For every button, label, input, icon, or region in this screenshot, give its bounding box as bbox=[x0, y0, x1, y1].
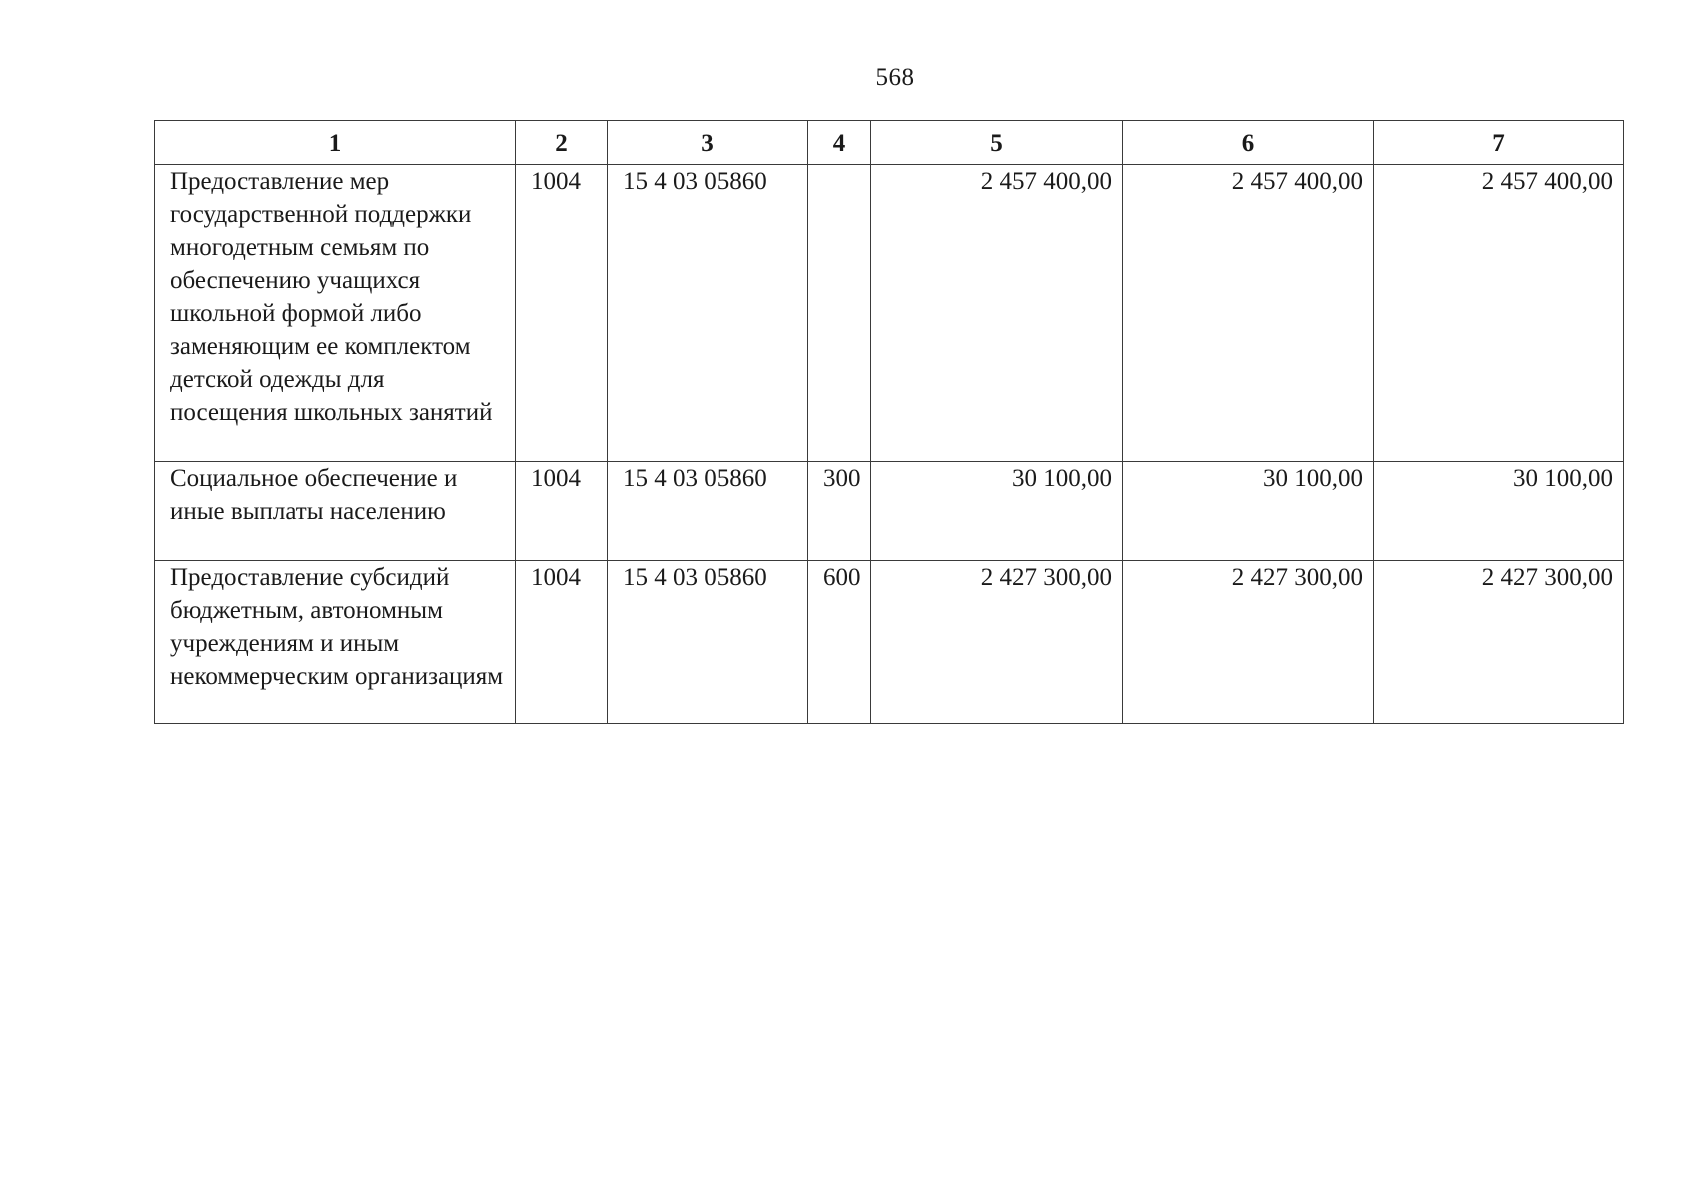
row-name: Предоставление мер государственной поддержки многодетным семьям по обеспечению учащихся школьной формой либо заменяющим ее комплектом детской одежды для посещения школьных занятий bbox=[155, 165, 516, 462]
header-col-3: 3 bbox=[608, 121, 808, 165]
row-section-code: 1004 bbox=[516, 165, 608, 462]
header-col-5: 5 bbox=[871, 121, 1123, 165]
row-amount-col6: 2 427 300,00 bbox=[1123, 561, 1374, 724]
header-col-1: 1 bbox=[155, 121, 516, 165]
row-expense-type: 600 bbox=[808, 561, 871, 724]
row-name: Предоставление субсидий бюджетным, автономным учреждениям и иным некоммерческим организациям bbox=[155, 561, 516, 724]
row-section-code: 1004 bbox=[516, 561, 608, 724]
row-expense-type: 300 bbox=[808, 462, 871, 561]
header-col-7: 7 bbox=[1374, 121, 1624, 165]
row-target-code: 15 4 03 05860 bbox=[608, 561, 808, 724]
row-target-code: 15 4 03 05860 bbox=[608, 165, 808, 462]
row-amount-col6: 30 100,00 bbox=[1123, 462, 1374, 561]
row-expense-type bbox=[808, 165, 871, 462]
table-row bbox=[155, 561, 1624, 724]
header-col-6: 6 bbox=[1123, 121, 1374, 165]
row-amount-col5: 30 100,00 bbox=[871, 462, 1123, 561]
budget-table bbox=[154, 120, 1624, 724]
row-name: Социальное обеспечение и иные выплаты населению bbox=[155, 462, 516, 561]
row-target-code: 15 4 03 05860 bbox=[608, 462, 808, 561]
table-body bbox=[155, 165, 1624, 724]
table-row bbox=[155, 462, 1624, 561]
row-amount-col7: 30 100,00 bbox=[1374, 462, 1624, 561]
row-amount-col5: 2 457 400,00 bbox=[871, 165, 1123, 462]
table-header bbox=[155, 121, 1624, 165]
table-row bbox=[155, 165, 1624, 462]
row-amount-col7: 2 457 400,00 bbox=[1374, 165, 1624, 462]
header-col-2: 2 bbox=[516, 121, 608, 165]
row-amount-col6: 2 457 400,00 bbox=[1123, 165, 1374, 462]
row-amount-col7: 2 427 300,00 bbox=[1374, 561, 1624, 724]
row-amount-col5: 2 427 300,00 bbox=[871, 561, 1123, 724]
header-col-4: 4 bbox=[808, 121, 871, 165]
page-number: 568 bbox=[875, 64, 915, 91]
header-row bbox=[155, 121, 1624, 165]
row-section-code: 1004 bbox=[516, 462, 608, 561]
